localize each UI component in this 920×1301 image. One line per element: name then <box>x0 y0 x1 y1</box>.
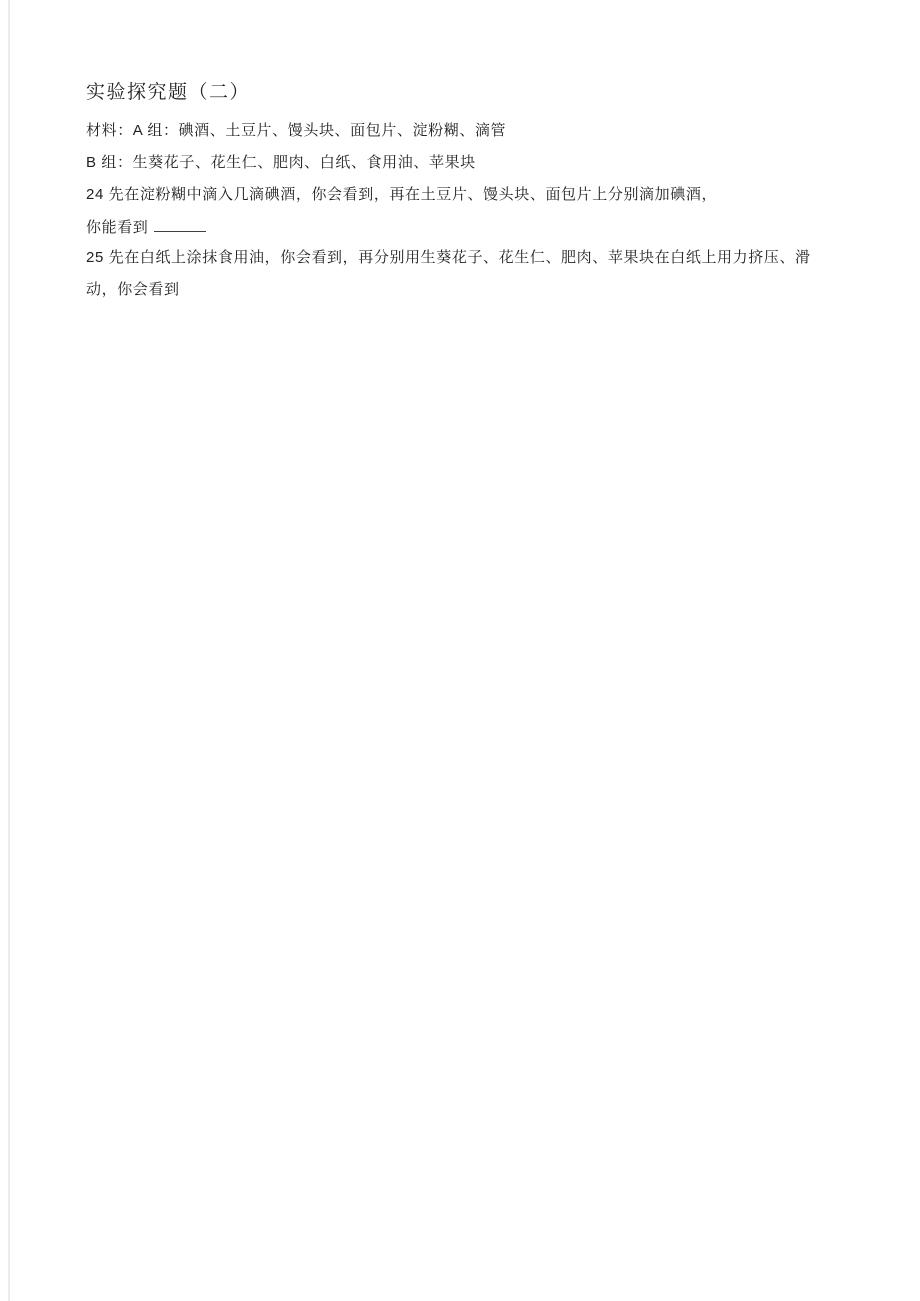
question-24-line-1: 24 先在淀粉糊中滴入几滴碘酒，你会看到，再在土豆片、馒头块、面包片上分别滴加碘酒， <box>86 186 718 203</box>
materials-group-b-line: B 组：生葵花子、花生仁、肥肉、白纸、食用油、苹果块 <box>86 154 476 171</box>
answer-blank-line <box>154 217 206 232</box>
question-25-line-2: 动，你会看到 <box>86 281 180 298</box>
materials-group-a-line: 材料：A 组：碘酒、土豆片、馒头块、面包片、淀粉糊、滴管 <box>86 122 507 139</box>
question-24-line-2 <box>86 217 206 237</box>
question-25-line-1: 25 先在白纸上涂抹食用油，你会看到，再分别用生葵花子、花生仁、肥肉、苹果块在白纸上用力挤压、滑 <box>86 249 811 266</box>
question-24-line-2-text: 你能看到 <box>86 219 149 236</box>
page-edge-artifact-line <box>8 0 10 1301</box>
page-title: 实验探究题（二） <box>86 82 251 103</box>
